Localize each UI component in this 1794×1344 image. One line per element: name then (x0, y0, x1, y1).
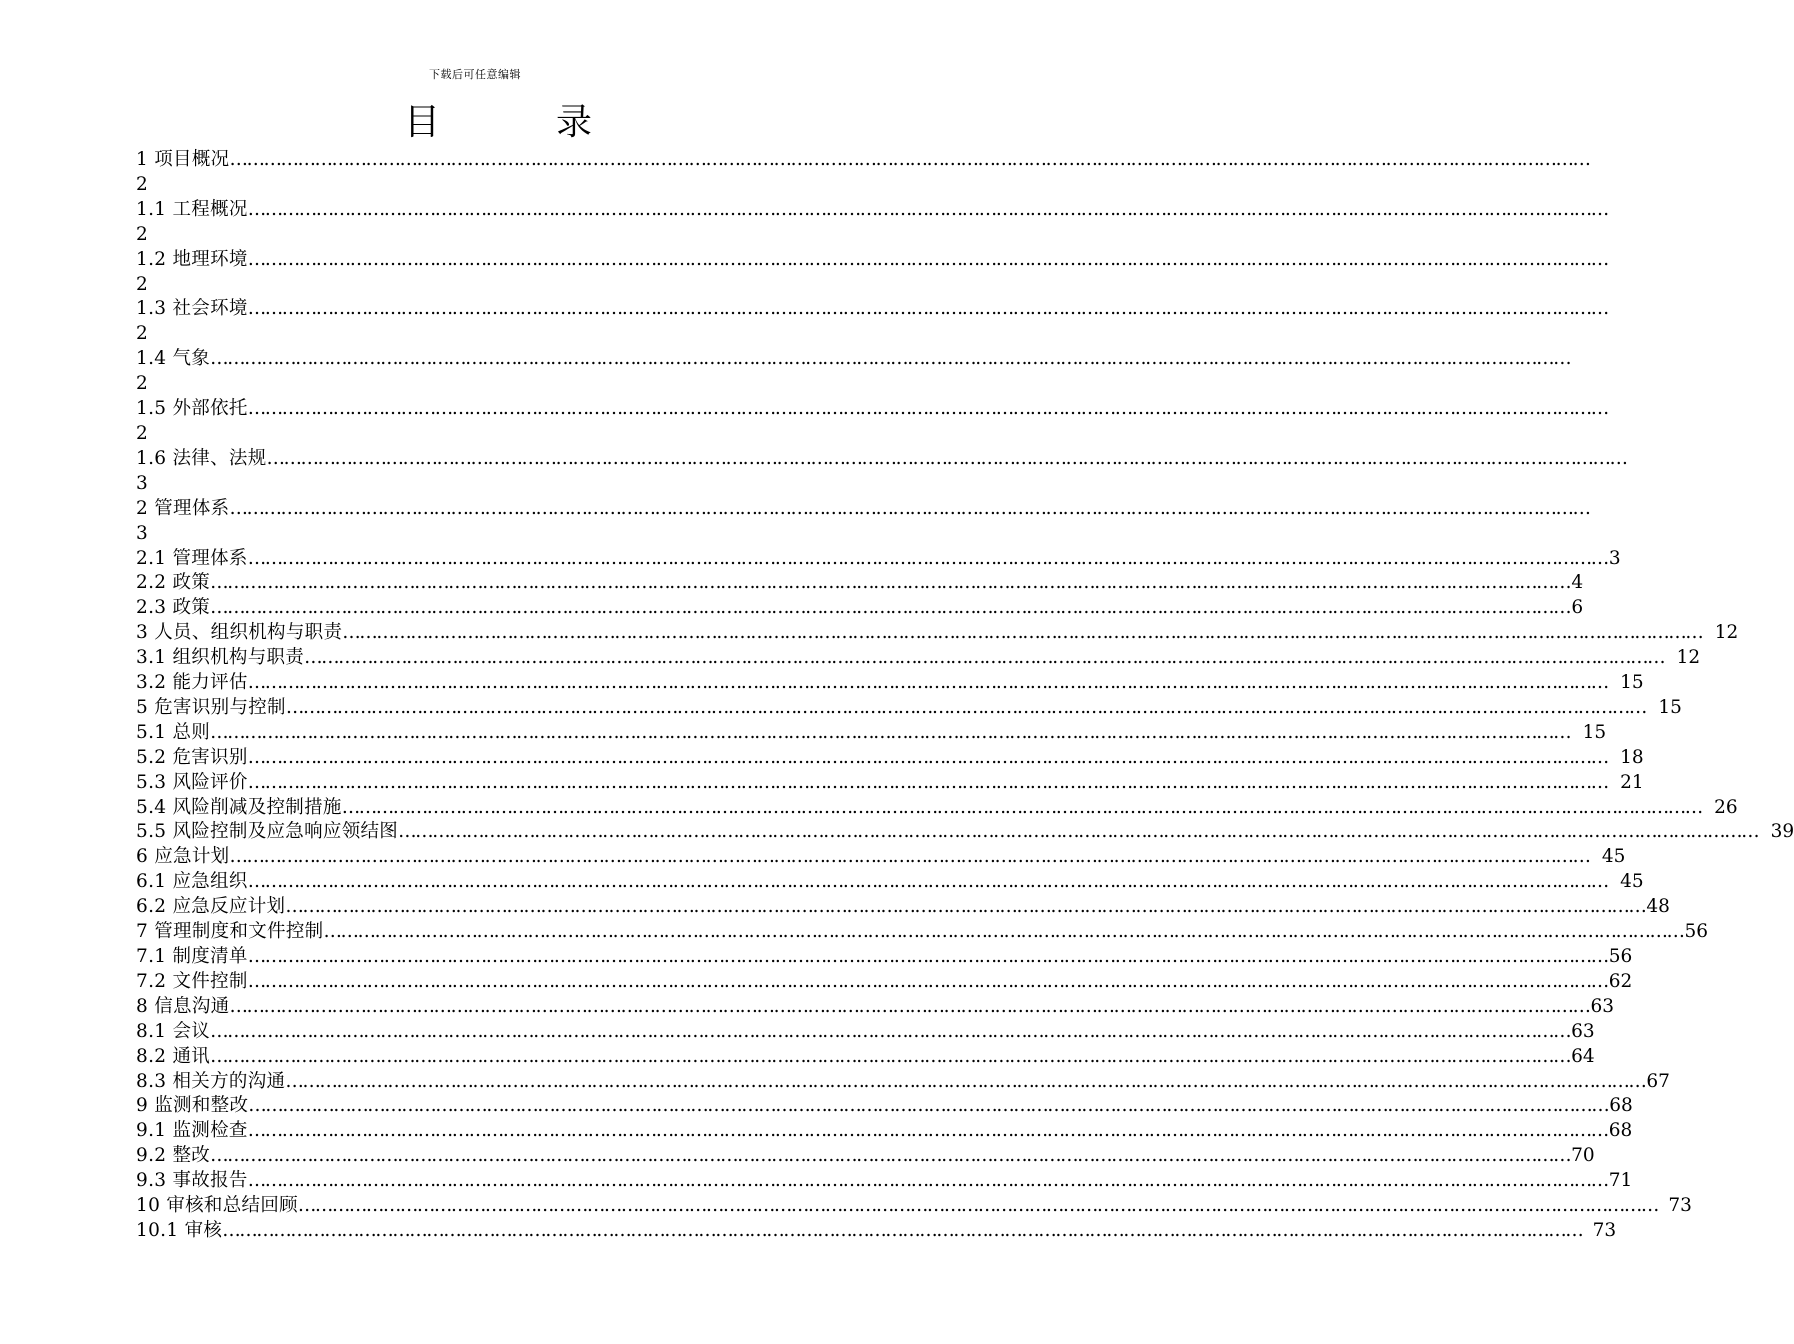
toc-entry[interactable] (136, 796, 1738, 821)
toc-entry-label: 5.1 总则 (136, 721, 211, 743)
toc-entry-page: 71 (1608, 1170, 1633, 1192)
toc-entry-line (136, 870, 1644, 895)
title-char-2: 录 (556, 102, 593, 143)
toc-entry[interactable] (136, 1094, 1633, 1119)
toc-entry-page: 68 (1608, 1120, 1633, 1142)
toc-entry-page: 26 (1714, 796, 1738, 818)
toc-entry-page: 2 (136, 373, 148, 395)
toc-entry-label: 3.2 能力评估 (136, 672, 248, 694)
toc-leader-dots: …………………………………………………………………………………………………………………………………………………………………………………………………………………… (229, 846, 1590, 868)
toc-entry-line (136, 1119, 1633, 1144)
toc-entry-label: 2.1 管理体系 (136, 547, 248, 569)
toc-entry-label: 1.2 地理环境 (136, 248, 248, 270)
toc-entry-label: 1.4 气象 (136, 348, 211, 370)
toc-entry-line (136, 297, 1608, 322)
toc-entry[interactable] (136, 920, 1708, 945)
toc-entry-page: 4 (1571, 572, 1584, 594)
toc-entry[interactable] (136, 447, 1627, 497)
toc-leader-dots: …………………………………………………………………………………………………………………………………………………………………………………………………………………… (210, 1020, 1571, 1042)
toc-entry-line (136, 596, 1584, 621)
toc-leader-dots: …………………………………………………………………………………………………………………………………………………………………………………………………………………… (229, 497, 1590, 519)
toc-entry-page: 3 (1608, 547, 1621, 569)
toc-entry-label: 9.3 事故报告 (136, 1170, 248, 1192)
toc-entry[interactable] (136, 1169, 1633, 1194)
toc-entry-line (136, 895, 1670, 920)
toc-entry-line (136, 248, 1608, 273)
toc-entry-line (136, 198, 1608, 223)
toc-entry-label: 7.1 制度清单 (136, 946, 248, 967)
toc-entry[interactable] (136, 995, 1614, 1020)
toc-entry-line (136, 1020, 1595, 1045)
toc-entry[interactable] (136, 671, 1644, 696)
toc-entry-page: 73 (1668, 1195, 1692, 1217)
toc-entry-label: 10.1 审核 (136, 1219, 223, 1241)
toc-entry[interactable] (136, 1045, 1595, 1070)
toc-entry-label: 2.3 政策 (136, 597, 211, 619)
toc-entry-line (136, 721, 1607, 746)
toc-entry[interactable] (136, 771, 1644, 796)
toc-entry[interactable] (136, 721, 1607, 746)
toc-entry[interactable] (136, 397, 1608, 447)
toc-entry-label: 1.3 社会环境 (136, 298, 248, 320)
toc-entry[interactable] (136, 646, 1701, 671)
toc-entry-page: 2 (136, 173, 148, 195)
toc-leader-dots: …………………………………………………………………………………………………………………………………………………………………………………………………………………… (398, 821, 1759, 843)
toc-entry-label: 8 信息沟通 (136, 995, 230, 1017)
toc-entry-page: 12 (1676, 647, 1701, 669)
header-note: 下载后可任意编辑 (429, 68, 521, 81)
toc-entry-line (136, 1144, 1595, 1169)
toc-entry-label: 8.2 通讯 (136, 1045, 211, 1067)
toc-entry[interactable] (136, 248, 1608, 298)
toc-entry[interactable] (136, 945, 1633, 970)
toc-entry[interactable] (136, 198, 1608, 248)
toc-leader-dots: …………………………………………………………………………………………………………………………………………………………………………………………………………………… (247, 398, 1608, 420)
toc-leader-dots: …………………………………………………………………………………………………………………………………………………………………………………………………………………… (247, 871, 1608, 893)
toc-entry-line (136, 621, 1739, 646)
toc-entry-line (136, 497, 1590, 522)
toc-entry-label: 3.1 组织机构与职责 (136, 647, 305, 669)
toc-entry[interactable] (136, 845, 1626, 870)
toc-entry-line (136, 920, 1708, 945)
toc-entry-line (136, 646, 1701, 671)
toc-entry-line (136, 771, 1644, 796)
toc-entry-label: 9.1 监测检查 (136, 1120, 248, 1142)
toc-entry-page: 62 (1608, 970, 1633, 992)
toc-entry-line (136, 1070, 1670, 1095)
toc-leader-dots: …………………………………………………………………………………………………………………………………………………………………………………………………………………… (229, 149, 1590, 170)
toc-entry-label: 1.6 法律、法规 (136, 447, 267, 469)
toc-leader-dots: …………………………………………………………………………………………………………………………………………………………………………………………………………………… (247, 672, 1608, 694)
toc-entry-page: 6 (1571, 597, 1584, 619)
toc-entry-line (136, 397, 1608, 422)
toc-entry[interactable] (136, 1070, 1670, 1095)
toc-entry-page: 68 (1609, 1095, 1633, 1117)
toc-entry-line (136, 671, 1644, 696)
toc-entry-label: 5.4 风险削减及控制措施 (136, 796, 342, 818)
toc-entry-page: 56 (1608, 946, 1633, 967)
toc-leader-dots: …………………………………………………………………………………………………………………………………………………………………………………………………………………… (247, 771, 1608, 793)
toc-leader-dots: …………………………………………………………………………………………………………………………………………………………………………………………………………………… (247, 248, 1608, 270)
toc-entry-line (136, 796, 1738, 821)
toc-entry-line (136, 347, 1571, 372)
toc-leader-dots: …………………………………………………………………………………………………………………………………………………………………………………………………………………… (247, 547, 1608, 569)
toc-leader-dots: …………………………………………………………………………………………………………………………………………………………………………………………………………………… (222, 1219, 1583, 1241)
toc-entry-page: 39 (1770, 821, 1794, 843)
toc-entry-page: 18 (1620, 746, 1644, 768)
toc-entry[interactable] (136, 696, 1682, 721)
toc-entry-label: 5.5 风险控制及应急响应领结图 (136, 821, 399, 843)
toc-entry-page: 15 (1658, 696, 1682, 718)
toc-leader-dots: …………………………………………………………………………………………………………………………………………………………………………………………………………………… (297, 1195, 1658, 1217)
toc-entry-label: 9.2 整改 (136, 1145, 211, 1167)
toc-entry-label: 6 应急计划 (136, 846, 230, 868)
toc-entry-page: 45 (1601, 846, 1626, 868)
toc-entry-line (136, 148, 1590, 173)
toc-entry-page: 56 (1684, 921, 1708, 943)
toc-entry-label: 6.2 应急反应计划 (136, 896, 286, 918)
toc-entry-page: 64 (1571, 1045, 1595, 1067)
page-title (404, 100, 604, 146)
toc-entry-label: 5.3 风险评价 (136, 771, 248, 793)
toc-entry[interactable] (136, 1219, 1617, 1244)
toc-entry-line (136, 746, 1644, 771)
toc-entry[interactable] (136, 547, 1621, 572)
toc-entry[interactable] (136, 870, 1644, 895)
toc-entry-label: 1.5 外部依托 (136, 398, 248, 420)
toc-entry-page: 2 (136, 323, 148, 345)
toc-entry-page: 2 (136, 223, 148, 245)
toc-entry-label: 6.1 应急组织 (136, 871, 248, 893)
toc-entry[interactable] (136, 596, 1584, 621)
toc-entry[interactable] (136, 297, 1608, 347)
toc-entry-line (136, 571, 1584, 596)
toc-entry-label: 3 人员、组织机构与职责 (136, 622, 343, 644)
toc-leader-dots: …………………………………………………………………………………………………………………………………………………………………………………………………………………… (247, 298, 1608, 320)
toc-entry-label: 7 管理制度和文件控制 (136, 921, 324, 943)
toc-entry-label: 1 项目概况 (136, 149, 230, 170)
toc-entry-page: 70 (1571, 1145, 1595, 1167)
toc-entry-page: 48 (1646, 896, 1670, 918)
toc-leader-dots: …………………………………………………………………………………………………………………………………………………………………………………………………………………… (210, 572, 1571, 594)
toc-entry-page: 12 (1714, 622, 1739, 644)
toc-leader-dots: …………………………………………………………………………………………………………………………………………………………………………………………………………………… (285, 696, 1646, 718)
toc-entry-page: 21 (1620, 771, 1644, 793)
toc-entry-label: 7.2 文件控制 (136, 970, 248, 992)
toc-entry-page: 2 (136, 273, 148, 295)
toc-entry[interactable] (136, 970, 1633, 995)
toc-entry-page: 15 (1620, 672, 1644, 694)
toc-entry-line (136, 547, 1621, 572)
toc-entry-line (136, 696, 1682, 721)
toc-entry-line (136, 820, 1794, 845)
toc-leader-dots: …………………………………………………………………………………………………………………………………………………………………………………………………………………… (210, 1045, 1571, 1067)
toc-leader-dots: …………………………………………………………………………………………………………………………………………………………………………………………………………………… (247, 946, 1608, 967)
toc-entry[interactable] (136, 1119, 1633, 1144)
toc-leader-dots: …………………………………………………………………………………………………………………………………………………………………………………………………………………… (229, 995, 1590, 1017)
toc-entry-label: 8.3 相关方的沟通 (136, 1070, 286, 1092)
toc-leader-dots: …………………………………………………………………………………………………………………………………………………………………………………………………………………… (285, 1070, 1646, 1092)
toc-leader-dots: …………………………………………………………………………………………………………………………………………………………………………………………………………………… (285, 896, 1646, 918)
toc-leader-dots: …………………………………………………………………………………………………………………………………………………………………………………………………………………… (248, 1095, 1609, 1117)
toc-leader-dots: …………………………………………………………………………………………………………………………………………………………………………………………………………………… (210, 348, 1571, 370)
toc-leader-dots: …………………………………………………………………………………………………………………………………………………………………………………………………………………… (342, 622, 1703, 644)
toc-entry-page: 63 (1571, 1020, 1595, 1042)
toc-entry-label: 5.2 危害识别 (136, 746, 248, 768)
toc-entry-label: 10 审核和总结回顾 (136, 1195, 298, 1217)
toc-entry-page: 73 (1592, 1219, 1617, 1241)
toc-leader-dots: …………………………………………………………………………………………………………………………………………………………………………………………………………………… (210, 721, 1571, 743)
toc-entry-line (136, 1169, 1633, 1194)
toc-leader-dots: …………………………………………………………………………………………………………………………………………………………………………………………………………………… (323, 921, 1684, 943)
toc-entry-line (136, 1045, 1595, 1070)
toc-entry-line (136, 970, 1633, 995)
toc-leader-dots: …………………………………………………………………………………………………………………………………………………………………………………………………………………… (247, 198, 1608, 220)
toc-entry-label: 2 管理体系 (136, 497, 230, 519)
toc-entry[interactable] (136, 621, 1739, 646)
toc-leader-dots: …………………………………………………………………………………………………………………………………………………………………………………………………………………… (304, 647, 1665, 669)
toc-entry[interactable] (136, 571, 1584, 596)
toc-entry-page: 15 (1582, 721, 1607, 743)
toc-entry-page: 67 (1646, 1070, 1670, 1092)
toc-entry[interactable] (136, 1194, 1692, 1219)
toc-entry-page: 3 (136, 472, 148, 494)
toc-leader-dots: …………………………………………………………………………………………………………………………………………………………………………………………………………………… (341, 796, 1702, 818)
toc-entry[interactable] (136, 497, 1590, 547)
toc-entry-line (136, 845, 1626, 870)
toc-entry-label: 1.1 工程概况 (136, 198, 248, 220)
toc-entry[interactable] (136, 1020, 1595, 1045)
toc-entry[interactable] (136, 820, 1794, 845)
toc-entry[interactable] (136, 1144, 1595, 1169)
title-char-1: 目 (404, 102, 441, 143)
toc-entry-label: 2.2 政策 (136, 572, 211, 594)
toc-entry-line (136, 995, 1614, 1020)
toc-entry-page: 2 (136, 422, 148, 444)
toc-entry-line (136, 945, 1633, 970)
toc-entry-page: 45 (1620, 871, 1644, 893)
toc-entry-line (136, 1194, 1692, 1219)
toc-leader-dots: …………………………………………………………………………………………………………………………………………………………………………………………………………………… (210, 597, 1571, 619)
toc-leader-dots: …………………………………………………………………………………………………………………………………………………………………………………………………………………… (247, 970, 1608, 992)
toc-entry-line (136, 1219, 1617, 1244)
toc-entry-label: 9 监测和整改 (136, 1095, 249, 1117)
toc-entry[interactable] (136, 746, 1644, 771)
toc-entry-line (136, 1094, 1633, 1119)
toc-leader-dots: …………………………………………………………………………………………………………………………………………………………………………………………………………………… (210, 1145, 1571, 1167)
toc-leader-dots: …………………………………………………………………………………………………………………………………………………………………………………………………………………… (266, 447, 1627, 469)
toc-entry-label: 5 危害识别与控制 (136, 696, 286, 718)
toc-leader-dots: …………………………………………………………………………………………………………………………………………………………………………………………………………………… (247, 746, 1608, 768)
toc-entry[interactable] (136, 148, 1590, 198)
toc-entry-line (136, 447, 1627, 472)
toc-entry[interactable] (136, 895, 1670, 920)
toc-entry-label: 8.1 会议 (136, 1020, 211, 1042)
toc-leader-dots: …………………………………………………………………………………………………………………………………………………………………………………………………………………… (247, 1170, 1608, 1192)
table-of-contents (136, 148, 1794, 1244)
toc-entry-page: 63 (1590, 995, 1614, 1017)
toc-entry[interactable] (136, 347, 1571, 397)
toc-entry-page: 3 (136, 522, 148, 544)
toc-leader-dots: …………………………………………………………………………………………………………………………………………………………………………………………………………………… (247, 1120, 1608, 1142)
